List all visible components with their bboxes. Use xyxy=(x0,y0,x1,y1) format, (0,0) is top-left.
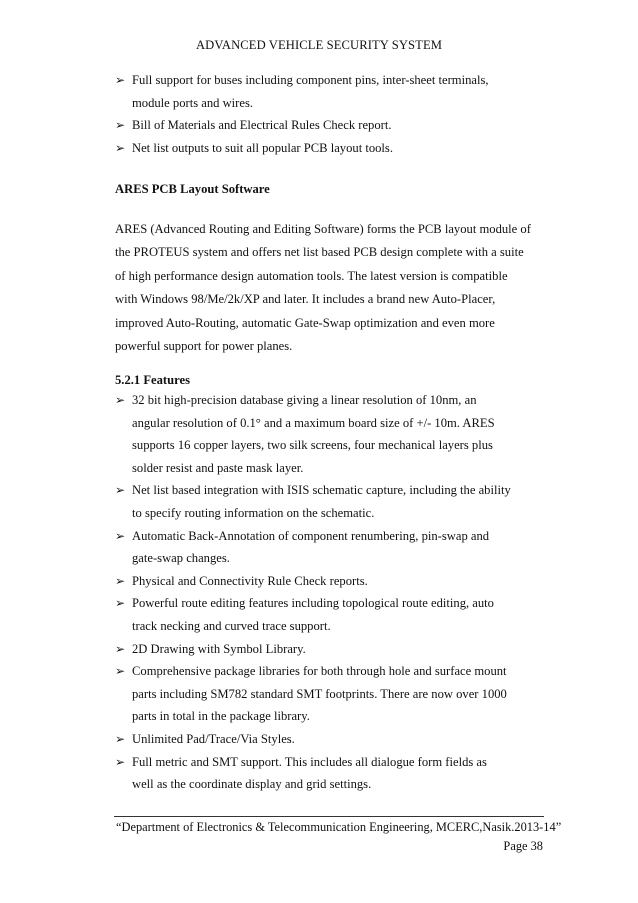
arrow-bullet-icon: ➢ xyxy=(115,393,126,407)
paragraph-line: powerful support for power planes. xyxy=(115,339,293,354)
arrow-bullet-icon: ➢ xyxy=(115,118,126,133)
arrow-bullet-icon: ➢ xyxy=(115,664,126,679)
arrow-bullet-icon: ➢ xyxy=(115,483,126,498)
list-item: ➢ Full metric and SMT support. This includes all dialogue form fields as xyxy=(132,751,552,774)
list-item: ➢ Net list based integration with ISIS schematic capture, including the ability xyxy=(132,479,552,502)
list-item: ➢ Physical and Connectivity Rule Check reports. xyxy=(132,570,552,593)
list-item: ➢ Unlimited Pad/Trace/Via Styles. xyxy=(132,728,552,751)
list-item: ➢ 32 bit high-precision database giving a linear resolution of 10nm, an xyxy=(132,389,552,412)
arrow-bullet-icon: ➢ xyxy=(115,641,126,656)
list-item-continuation: to specify routing information on the schematic. xyxy=(132,505,375,520)
page-number: Page 38 xyxy=(503,839,543,853)
list-item-continuation: track necking and curved trace support. xyxy=(132,618,331,633)
paragraph-line: of high performance design automation tools. The latest version is compatible xyxy=(115,268,508,283)
list-item-continuation: solder resist and paste mask layer. xyxy=(132,460,304,475)
arrow-bullet-icon: ➢ xyxy=(115,140,126,155)
list-item-continuation: supports 16 copper layers, two silk screens, four mechanical layers plus xyxy=(132,438,493,453)
list-item-continuation: parts in total in the package library. xyxy=(132,709,310,724)
footer-department: “Department of Electronics & Telecommunication Engineering, MCERC,Nasik.2013-14” xyxy=(116,820,562,834)
list-item: ➢ Automatic Back-Annotation of component renumbering, pin-swap and xyxy=(132,525,552,548)
list-item-continuation: angular resolution of 0.1° and a maximum board size of +/- 10m. ARES xyxy=(132,415,495,430)
top-bullet-list xyxy=(115,69,552,159)
list-item: ➢ Comprehensive package libraries for both through hole and surface mount xyxy=(132,660,552,683)
list-item: ➢ Powerful route editing features including topological route editing, auto xyxy=(132,592,552,615)
page-header: ADVANCED VEHICLE SECURITY SYSTEM xyxy=(195,38,443,52)
paragraph-line: improved Auto-Routing, automatic Gate-Swap optimization and even more xyxy=(115,315,495,330)
list-item: ➢ Bill of Materials and Electrical Rules Check report. xyxy=(132,114,552,137)
list-item: ➢ Full support for buses including component pins, inter-sheet terminals, xyxy=(132,69,552,92)
section-heading-features: 5.2.1 Features xyxy=(115,373,190,387)
ares-paragraph xyxy=(115,218,551,358)
arrow-bullet-icon: ➢ xyxy=(115,731,126,746)
paragraph-line: ARES (Advanced Routing and Editing Software) forms the PCB layout module of xyxy=(115,222,531,236)
paragraph-line: with Windows 98/Me/2k/XP and later. It includes a brand new Auto-Placer, xyxy=(115,292,496,307)
arrow-bullet-icon: ➢ xyxy=(115,596,126,611)
paragraph-line: the PROTEUS system and offers net list based PCB design complete with a suite xyxy=(115,245,524,260)
features-bullet-list xyxy=(115,389,552,796)
arrow-bullet-icon: ➢ xyxy=(115,573,126,588)
list-item-continuation: well as the coordinate display and grid settings. xyxy=(132,777,372,792)
list-item: ➢ Net list outputs to suit all popular PCB layout tools. xyxy=(132,137,552,160)
list-item-continuation: module ports and wires. xyxy=(132,95,254,110)
arrow-bullet-icon: ➢ xyxy=(115,754,126,769)
arrow-bullet-icon: ➢ xyxy=(115,73,126,87)
arrow-bullet-icon: ➢ xyxy=(115,528,126,543)
list-item-continuation: gate-swap changes. xyxy=(132,551,230,566)
footer-divider xyxy=(114,816,544,817)
list-item: ➢ 2D Drawing with Symbol Library. xyxy=(132,638,552,661)
section-heading-ares: ARES PCB Layout Software xyxy=(115,182,270,196)
list-item-continuation: parts including SM782 standard SMT footprints. There are now over 1000 xyxy=(132,686,507,701)
